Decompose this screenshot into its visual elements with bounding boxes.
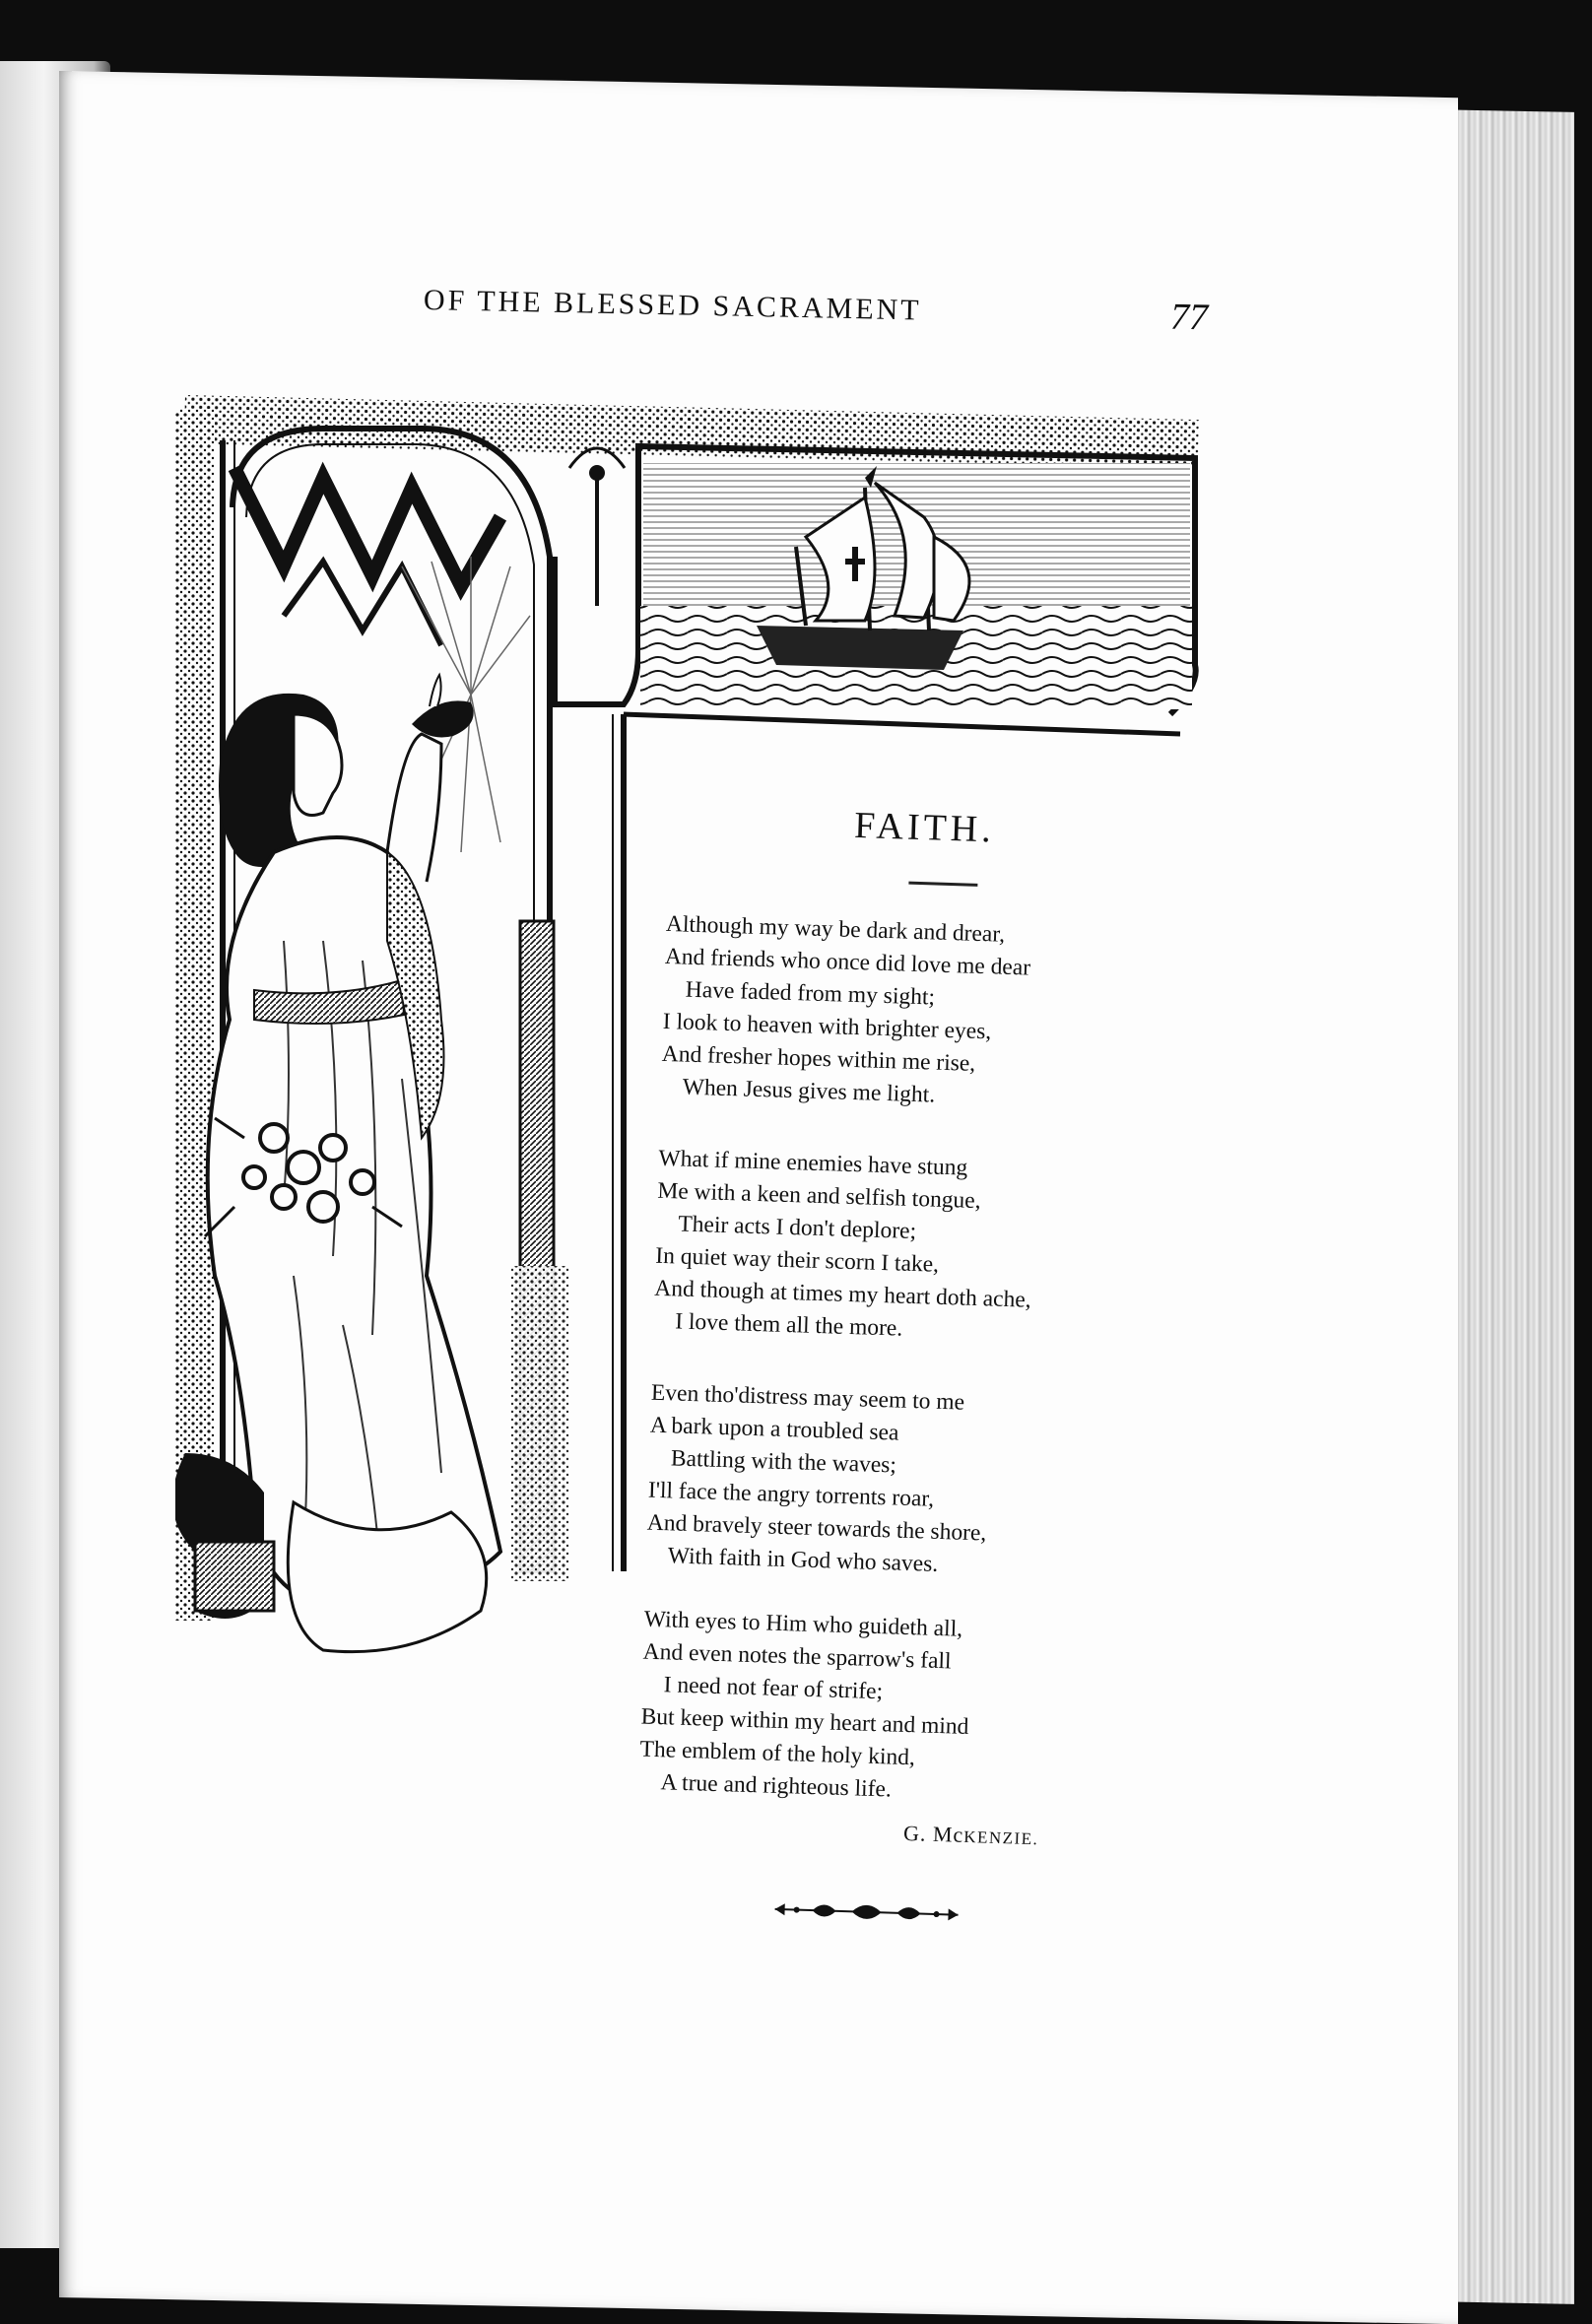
stanza [645,1377,1203,1589]
poem-line: And fresher hopes within me rise, [661,1040,976,1077]
torch-ornament [569,448,625,606]
poem-line: Have faded from my sight; [685,976,936,1011]
poem-line: In quiet way their scorn I take, [654,1242,940,1278]
poem-line: And friends who once did love me dear [664,943,1031,981]
poem-line: A bark upon a troubled sea [649,1412,899,1446]
poem-line: I need not fear of strife; [663,1672,884,1705]
stanza [660,908,1218,1120]
author-surname: KENZIE. [962,1826,1039,1849]
poem-line: But keep within my heart and mind [640,1703,969,1740]
poem-line: What if mine enemies have stung [658,1145,968,1181]
poem-line: And though at times my heart doth ache, [653,1275,1032,1313]
poem-line: Even tho'distress may seem to me [650,1379,965,1416]
stanza [653,1143,1211,1355]
poem-line: I look to heaven with brighter eyes, [662,1008,992,1045]
oil-lamp-icon [412,675,474,738]
running-head: OF THE BLESSED SACRAMENT [423,284,922,327]
poem-line: A true and righteous life. [660,1769,893,1803]
poem-line: I'll face the angry torrents roar, [647,1477,935,1512]
poem-line: With faith in God who saves. [667,1543,939,1577]
poem-author [903,1821,1039,1850]
poem-line: And even notes the sparrow's fall [642,1638,952,1675]
stanza [638,1604,1196,1816]
poem-line: Their acts I don't deplore; [678,1211,917,1245]
poem-line: Although my way be dark and drear, [665,910,1006,948]
poem-line: When Jesus gives me light. [682,1074,936,1108]
poem-line: The emblem of the holy kind, [639,1736,916,1771]
poem-line: And bravely steer towards the shore, [646,1509,987,1547]
poem-line: With eyes to Him who guideth all, [643,1606,963,1642]
poem-line: Me with a keen and selfish tongue, [657,1177,981,1215]
poem-title: FAITH. [853,804,996,851]
ship-scene [640,463,1192,709]
tail-ornament-icon [772,1895,961,1929]
page-number: 77 [1169,296,1209,339]
author-prefix: G. Mc [902,1820,964,1847]
poem-line: I love them all the more. [674,1308,903,1342]
poem-line: Battling with the waves; [670,1445,897,1479]
